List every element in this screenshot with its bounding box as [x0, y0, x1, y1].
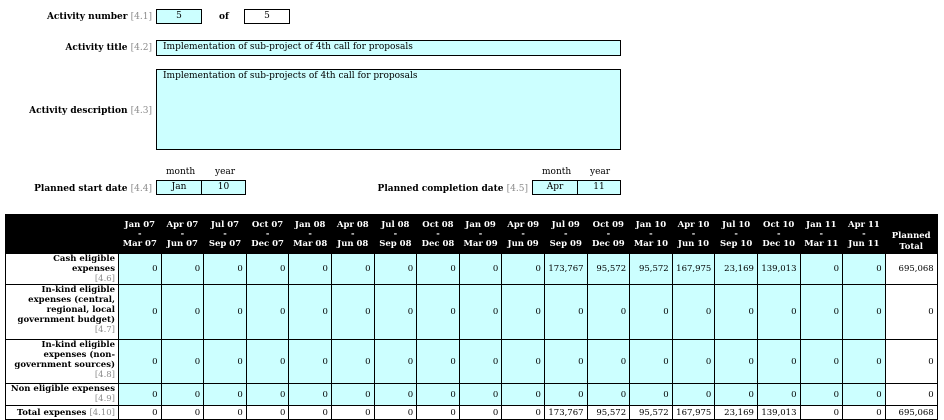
value-cell[interactable]: 0 — [757, 384, 800, 406]
period-dash: - — [478, 228, 483, 239]
row-total-cell: 695,068 — [885, 254, 937, 285]
period-header — [459, 215, 502, 254]
value-cell[interactable]: 0 — [715, 285, 758, 340]
period-dash: - — [734, 228, 738, 239]
period-dash: - — [308, 228, 312, 239]
end-year-field[interactable]: 11 — [577, 180, 621, 195]
period-to: Mar 10 — [633, 238, 669, 249]
total-cell: 95,572 — [630, 406, 673, 420]
total-cell: 0 — [246, 406, 289, 420]
value-cell[interactable]: 0 — [843, 254, 886, 285]
period-to: Mar 08 — [293, 238, 328, 249]
period-to: Mar 09 — [463, 238, 498, 249]
value-cell[interactable]: 0 — [672, 384, 715, 406]
value-cell[interactable]: 0 — [757, 340, 800, 384]
period-header — [800, 215, 843, 254]
period-from: Oct 09 — [592, 219, 624, 230]
period-header — [715, 215, 758, 254]
planned-total-header-line2: Total — [899, 242, 924, 252]
period-header — [374, 215, 417, 254]
period-dash: - — [265, 228, 270, 239]
value-cell[interactable]: 167,975 — [672, 254, 715, 285]
value-cell[interactable]: 0 — [800, 254, 843, 285]
row-label-text: In-kind eligible expenses (central, regional, local government budget) — [17, 285, 115, 325]
value-cell[interactable]: 0 — [544, 285, 587, 340]
value-cell[interactable]: 0 — [459, 340, 502, 384]
value-cell[interactable]: 0 — [502, 285, 545, 340]
value-cell[interactable]: 0 — [119, 254, 162, 285]
header-blank — [6, 215, 119, 254]
period-header — [289, 215, 332, 254]
period-header — [587, 215, 630, 254]
value-cell[interactable]: 0 — [161, 285, 204, 340]
period-from: Jan 09 — [465, 219, 496, 230]
period-header — [544, 215, 587, 254]
activity-title-field[interactable]: Implementation of sub-project of 4th call for proposals — [156, 40, 621, 56]
planned-total-header — [885, 215, 937, 254]
value-cell[interactable]: 0 — [374, 384, 417, 406]
period-from: Jan 10 — [635, 219, 667, 230]
period-from: Apr 08 — [336, 219, 369, 230]
value-cell[interactable]: 0 — [289, 285, 332, 340]
value-cell[interactable]: 173,767 — [544, 254, 587, 285]
table-row — [6, 285, 938, 340]
period-header — [757, 215, 800, 254]
period-header — [630, 215, 673, 254]
period-to: Jun 08 — [337, 238, 369, 249]
total-cell: 0 — [161, 406, 204, 420]
total-cell: 0 — [374, 406, 417, 420]
activity-number-label: Activity number [4.1] — [46, 12, 152, 22]
period-dash: - — [776, 228, 781, 239]
period-to: Mar 11 — [804, 238, 839, 249]
period-to: Dec 07 — [251, 238, 284, 249]
activity-number-field[interactable]: 5 — [156, 9, 202, 24]
total-cell: 0 — [502, 406, 545, 420]
value-cell[interactable]: 0 — [587, 384, 630, 406]
value-cell[interactable]: 0 — [374, 254, 417, 285]
row-ref: [4.9] — [94, 394, 115, 404]
value-cell[interactable]: 0 — [289, 254, 332, 285]
value-cell[interactable]: 95,572 — [587, 254, 630, 285]
period-dash: - — [180, 228, 185, 239]
value-cell[interactable]: 0 — [417, 285, 460, 340]
value-cell[interactable]: 0 — [843, 384, 886, 406]
value-cell[interactable]: 0 — [374, 340, 417, 384]
value-cell[interactable]: 0 — [161, 384, 204, 406]
value-cell[interactable]: 0 — [800, 285, 843, 340]
period-from: Oct 10 — [763, 219, 795, 230]
row-total-cell: 0 — [885, 285, 937, 340]
period-header — [502, 215, 545, 254]
period-to: Dec 09 — [591, 238, 625, 249]
value-cell[interactable]: 0 — [587, 285, 630, 340]
period-header — [417, 215, 460, 254]
value-cell[interactable]: 0 — [459, 384, 502, 406]
total-cell: 0 — [800, 406, 843, 420]
total-cell: 0 — [204, 406, 247, 420]
value-cell[interactable]: 0 — [672, 340, 715, 384]
total-cell: 0 — [119, 406, 162, 420]
value-cell[interactable]: 0 — [459, 285, 502, 340]
period-dash: - — [819, 228, 824, 239]
value-cell[interactable]: 0 — [800, 340, 843, 384]
period-header — [246, 215, 289, 254]
period-header — [672, 215, 715, 254]
period-dash: - — [393, 228, 398, 239]
row-ref: [4.6] — [94, 274, 115, 284]
row-label — [6, 340, 119, 384]
row-label-text: Total expenses — [16, 407, 90, 418]
table-row — [6, 384, 938, 406]
period-to: Jun 09 — [507, 238, 539, 249]
value-cell[interactable]: 0 — [502, 340, 545, 384]
value-cell[interactable]: 0 — [417, 254, 460, 285]
value-cell[interactable]: 0 — [544, 384, 587, 406]
planned-start-label: Planned start date [4.4] — [34, 184, 152, 194]
period-to: Jun 07 — [166, 238, 198, 249]
planned-total-header-line1: Planned — [891, 231, 931, 241]
value-cell[interactable]: 0 — [630, 340, 673, 384]
expenses-table — [5, 214, 938, 420]
period-header — [119, 215, 162, 254]
row-label-text: Cash eligible expenses — [53, 254, 115, 274]
period-from: Apr 07 — [166, 219, 199, 230]
value-cell[interactable]: 0 — [800, 384, 843, 406]
activity-description-label: Activity description [4.3] — [29, 106, 152, 116]
start-year-field[interactable]: 10 — [201, 180, 246, 195]
value-cell[interactable]: 0 — [289, 340, 332, 384]
value-cell[interactable]: 0 — [119, 384, 162, 406]
value-cell[interactable]: 0 — [161, 340, 204, 384]
total-cell: 95,572 — [587, 406, 630, 420]
activity-description-field[interactable]: Implementation of sub-projects of 4th call for proposals — [156, 69, 621, 150]
row-label — [6, 254, 119, 285]
end-month-field[interactable]: Apr — [532, 180, 578, 195]
period-from: Jul 07 — [210, 219, 240, 230]
period-to: Sep 08 — [379, 238, 412, 249]
total-cell: 0 — [331, 406, 374, 420]
period-from: Jan 11 — [806, 219, 837, 230]
period-to: Mar 07 — [122, 238, 157, 249]
period-dash: - — [521, 228, 525, 239]
total-cell: 0 — [417, 406, 460, 420]
period-from: Jan 08 — [294, 219, 326, 230]
value-cell[interactable]: 0 — [672, 285, 715, 340]
period-from: Jul 09 — [551, 219, 580, 230]
total-cell: 167,975 — [672, 406, 715, 420]
value-cell[interactable]: 0 — [119, 285, 162, 340]
total-cell: 173,767 — [544, 406, 587, 420]
value-cell[interactable]: 0 — [289, 384, 332, 406]
value-cell[interactable]: 0 — [161, 254, 204, 285]
period-from: Jan 07 — [124, 219, 156, 230]
period-to: Sep 10 — [719, 238, 753, 249]
row-label — [6, 406, 119, 420]
value-cell[interactable]: 0 — [246, 254, 289, 285]
value-cell[interactable]: 0 — [417, 340, 460, 384]
period-dash: - — [649, 228, 653, 239]
value-cell[interactable]: 0 — [502, 254, 545, 285]
period-dash: - — [223, 228, 227, 239]
value-cell[interactable]: 0 — [544, 340, 587, 384]
value-cell[interactable]: 0 — [715, 384, 758, 406]
value-cell[interactable]: 0 — [843, 285, 886, 340]
value-cell[interactable]: 0 — [502, 384, 545, 406]
value-cell[interactable]: 0 — [246, 285, 289, 340]
value-cell[interactable]: 0 — [331, 254, 374, 285]
period-to: Dec 10 — [762, 238, 796, 249]
value-cell[interactable]: 0 — [417, 384, 460, 406]
activity-total-field: 5 — [244, 9, 290, 24]
row-ref: [4.7] — [94, 325, 115, 335]
period-from: Jul 08 — [381, 219, 410, 230]
start-month-label: month — [166, 167, 196, 177]
period-header — [843, 215, 886, 254]
period-dash: - — [606, 228, 611, 239]
period-dash: - — [351, 228, 355, 239]
period-to: Jun 10 — [677, 238, 710, 249]
value-cell[interactable]: 0 — [331, 285, 374, 340]
total-cell: 0 — [843, 406, 886, 420]
total-cell: 0 — [459, 406, 502, 420]
end-year-label: year — [590, 167, 611, 177]
period-dash: - — [862, 228, 866, 239]
period-from: Apr 10 — [677, 219, 710, 230]
activity-title-label: Activity title [4.2] — [65, 43, 152, 53]
period-from: Oct 07 — [251, 219, 284, 230]
of-label: of — [219, 12, 229, 22]
value-cell[interactable]: 0 — [204, 384, 247, 406]
end-month-label: month — [542, 167, 572, 177]
total-row — [6, 406, 938, 420]
value-cell[interactable]: 0 — [757, 285, 800, 340]
period-header — [161, 215, 204, 254]
value-cell[interactable]: 0 — [587, 340, 630, 384]
row-label — [6, 384, 119, 406]
value-cell[interactable]: 0 — [715, 340, 758, 384]
row-ref: [4.10] — [89, 407, 115, 418]
period-to: Sep 07 — [208, 238, 242, 249]
value-cell[interactable]: 0 — [204, 254, 247, 285]
period-header — [331, 215, 374, 254]
value-cell[interactable]: 0 — [246, 340, 289, 384]
row-total-cell: 0 — [885, 384, 937, 406]
value-cell[interactable]: 139,013 — [757, 254, 800, 285]
period-from: Jul 10 — [722, 219, 751, 230]
period-dash: - — [563, 228, 568, 239]
value-cell[interactable]: 0 — [246, 384, 289, 406]
period-to: Dec 08 — [421, 238, 455, 249]
table-row — [6, 254, 938, 285]
table-header-row — [6, 215, 938, 254]
value-cell[interactable]: 0 — [204, 340, 247, 384]
total-cell: 139,013 — [757, 406, 800, 420]
start-year-label: year — [215, 167, 236, 177]
value-cell[interactable]: 0 — [459, 254, 502, 285]
row-total-cell: 695,068 — [885, 406, 937, 420]
row-ref: [4.8] — [94, 370, 115, 380]
value-cell[interactable]: 0 — [119, 340, 162, 384]
period-from: Oct 08 — [422, 219, 454, 230]
period-to: Sep 09 — [549, 238, 582, 249]
period-to: Jun 11 — [848, 238, 880, 249]
period-dash: - — [138, 228, 142, 239]
value-cell[interactable]: 0 — [374, 285, 417, 340]
row-total-cell: 0 — [885, 340, 937, 384]
value-cell[interactable]: 0 — [630, 285, 673, 340]
period-from: Apr 09 — [507, 219, 540, 230]
value-cell[interactable]: 0 — [630, 384, 673, 406]
value-cell[interactable]: 95,572 — [630, 254, 673, 285]
table-row — [6, 340, 938, 384]
value-cell[interactable]: 0 — [204, 285, 247, 340]
value-cell[interactable]: 0 — [331, 384, 374, 406]
row-label-text: Non eligible expenses — [10, 384, 115, 394]
value-cell[interactable]: 23,169 — [715, 254, 758, 285]
start-month-field[interactable]: Jan — [156, 180, 202, 195]
row-label — [6, 285, 119, 340]
value-cell[interactable]: 0 — [331, 340, 374, 384]
planned-completion-label: Planned completion date [4.5] — [377, 184, 528, 194]
total-cell: 0 — [289, 406, 332, 420]
row-label-text: In-kind eligible expenses (non-government sources) — [14, 340, 115, 370]
period-dash: - — [691, 228, 696, 239]
period-from: Apr 11 — [847, 219, 880, 230]
value-cell[interactable]: 0 — [843, 340, 886, 384]
total-cell: 23,169 — [715, 406, 758, 420]
period-dash: - — [436, 228, 440, 239]
period-header — [204, 215, 247, 254]
